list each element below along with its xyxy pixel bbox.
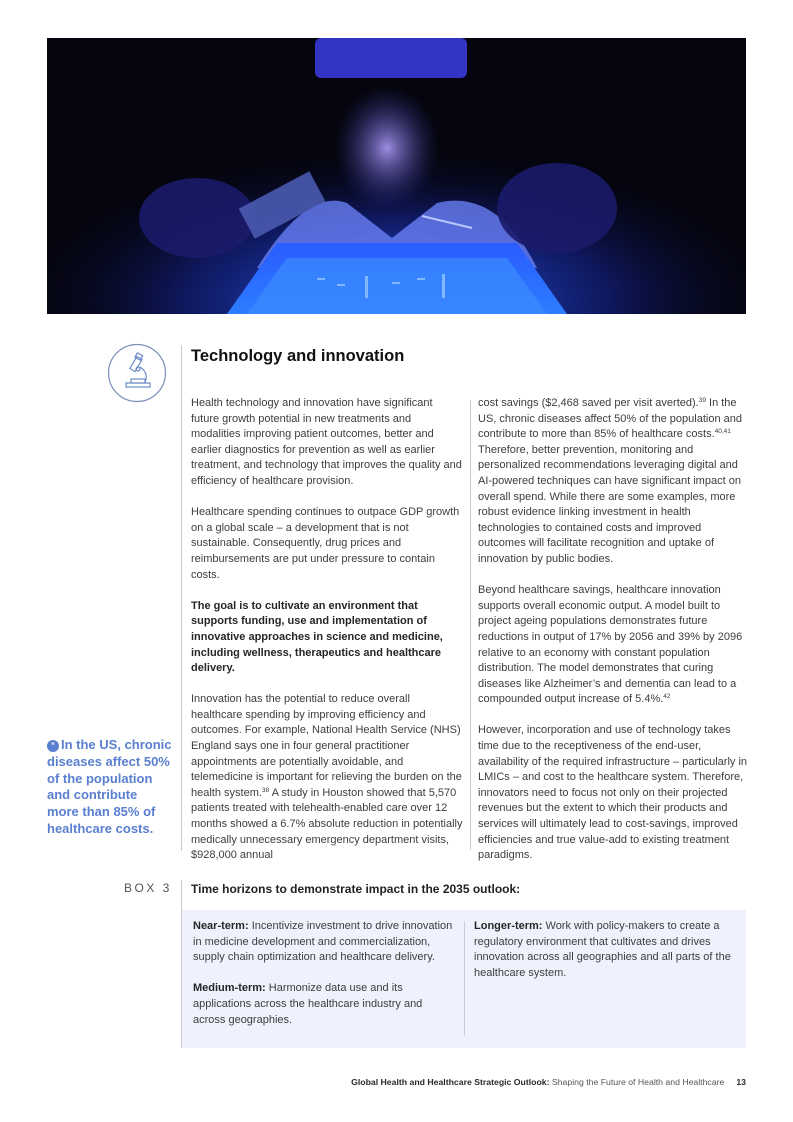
paragraph xyxy=(478,396,750,568)
footnote-ref[interactable]: 42 xyxy=(663,693,671,701)
report-title: Global Health and Healthcare Strategic Outlook: xyxy=(351,1077,550,1087)
quote-icon: “ xyxy=(47,740,59,752)
term-text: Harmonize data use and its applications across the healthcare industry and across geographies. xyxy=(193,982,423,1026)
term-label: Longer-term: xyxy=(474,920,543,932)
text-run: In the US, chronic diseases affect 50% of the population and contribute to more than 85% of healthcare costs. xyxy=(478,397,742,441)
box-label: BOX 3 xyxy=(124,881,172,895)
time-horizon-item xyxy=(193,981,455,1028)
page-number: 13 xyxy=(736,1077,746,1087)
paragraph: However, incorporation and use of technology takes time due to the receptiveness of the end-user, availability of the required infrastructure – particularly in LMICs – and cost to the healthcare system. Therefore, innovators need to focus not only on their projected revenues but the extent to which their products and services will ultimately lead to cost-savings, improved efficiencies and true value-add to existing treatment paradigms. xyxy=(478,724,748,862)
time-horizon-item xyxy=(193,919,455,966)
time-horizon-item xyxy=(474,919,744,981)
box-column-divider xyxy=(464,921,465,1036)
text-run: cost savings ($2,468 saved per visit averted). xyxy=(478,397,699,409)
hero-photo xyxy=(47,38,746,314)
body-column-right xyxy=(478,396,750,879)
text-run: Therefore, better prevention, monitoring and personalized recommendations leveraging digital and AI-powered techniques can have significant impact on overall spend. While there are some examples, more robust evidence linking investment in health technologies to contained costs and improved outcomes will facilitate recognition and uptake of innovation by public bodies. xyxy=(478,443,741,565)
term-label: Near-term: xyxy=(193,920,249,932)
section-title: Technology and innovation xyxy=(191,347,405,365)
report-subtitle: Shaping the Future of Health and Healthcare xyxy=(549,1077,725,1087)
paragraph xyxy=(191,692,463,864)
footnote-ref[interactable]: 39 xyxy=(698,397,706,404)
term-text: Work with policy-makers to create a regulatory environment that cultivates and drives innovation across all geographies and all parts of the healthcare system. xyxy=(474,920,731,979)
term-label: Medium-term: xyxy=(193,982,266,995)
paragraph: Health technology and innovation have significant future growth potential in new treatments and modalities improving patient outcomes, better and earlier diagnostics for prevention as well as earlier treatment, and technology that improves the quality and efficiency of healthcare provision. xyxy=(191,397,462,487)
term-text: Incentivize investment to drive innovation in medicine development and commercialization, supply chain optimization and healthcare delivery. xyxy=(193,920,453,964)
box-column-left xyxy=(193,919,455,1044)
text-run: Beyond healthcare savings, healthcare innovation supports overall economic output. A model built to project ageing populations demonstrates future reductions in output of 17% by 2056 and 39% by 2096 relative to an economy with constant population distribution. The model demonstrates that curing diseases like Alzheimer’s and dementia can lead to a compounded output increase of 5.4%. xyxy=(478,584,743,706)
section-divider xyxy=(181,345,182,851)
body-column-left xyxy=(191,396,463,879)
pull-quote xyxy=(47,737,172,838)
paragraph: Healthcare spending continues to outpace GDP growth on a global scale – a development that is not sustainable. Consequently, drug prices and reimbursements are put under pressure to contain costs. xyxy=(191,506,460,581)
box-title: Time horizons to demonstrate impact in the 2035 outlook: xyxy=(191,882,521,896)
highlight-paragraph: The goal is to cultivate an environment that supports funding, use and implementation of innovative approaches in science and medicine, including wellness, therapeutics and healthcare delivery. xyxy=(191,599,443,675)
column-divider xyxy=(470,400,471,850)
page-footer xyxy=(351,1077,746,1087)
pull-quote-text: In the US, chronic diseases affect 50% of the population and contribute more than 85% of healthcare costs. xyxy=(47,737,172,836)
footnote-ref[interactable]: 40,41 xyxy=(714,428,731,436)
box-column-right xyxy=(474,919,744,997)
footnote-ref[interactable]: 38 xyxy=(261,786,270,794)
text-run: A study in Houston showed that 5,570 patients treated with telehealth-enabled care over 12 months showed a 6.7% absolute reduction in potentially medically unnecessary emergency department visits, $928,000 annual xyxy=(191,786,463,862)
paragraph xyxy=(478,583,750,708)
microscope-icon xyxy=(107,343,167,403)
text-run: Innovation has the potential to reduce overall healthcare spending by improving efficiency and outcomes. For example, National Health Service (NHS) England says one in four general practitioner appointments are potentially avoidable, and telemedicine is important for relieving the burden on the health system. xyxy=(191,693,462,799)
